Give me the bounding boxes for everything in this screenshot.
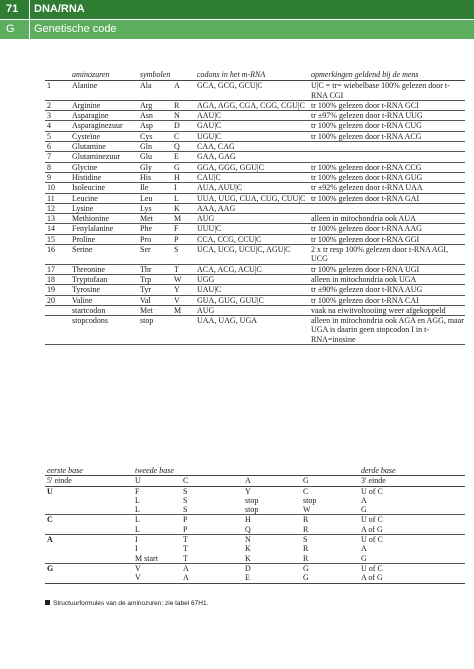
table-cell: M bbox=[174, 305, 182, 315]
column-header: tweede base bbox=[133, 466, 359, 476]
table-cell: Ile bbox=[140, 183, 149, 193]
table-cell: UGG bbox=[197, 274, 215, 284]
table-cell bbox=[172, 316, 195, 345]
table-cell: S bbox=[183, 486, 188, 496]
table-cell: 16 bbox=[47, 245, 55, 255]
column-header bbox=[45, 70, 70, 81]
table-cell: L bbox=[135, 524, 140, 534]
table-row bbox=[45, 193, 465, 203]
table-cell: K bbox=[245, 553, 251, 563]
header-divider bbox=[29, 0, 30, 19]
table-cell: tr ±90% gelezen door t-RNA AUG bbox=[311, 285, 423, 295]
table-cell bbox=[309, 203, 465, 213]
table-cell: R bbox=[303, 544, 309, 554]
table-cell: U of C bbox=[359, 535, 465, 545]
footnote bbox=[45, 600, 208, 607]
table-cell: GAU|C bbox=[197, 121, 222, 131]
table-cell: 9 bbox=[47, 172, 51, 182]
table-cell: Trp bbox=[140, 274, 152, 284]
table-cell: R bbox=[303, 553, 309, 563]
table-row bbox=[45, 295, 465, 305]
table-cell: Glycine bbox=[72, 162, 98, 172]
table-cell: Y bbox=[174, 285, 180, 295]
table-cell: D bbox=[243, 563, 301, 573]
table-cell bbox=[45, 573, 133, 583]
table-cell: C bbox=[303, 486, 309, 496]
table-cell: Serine bbox=[72, 245, 93, 255]
section-letter: G bbox=[6, 23, 15, 35]
table-row bbox=[45, 274, 465, 284]
table-cell: alleen in mitochondria ook AGA en AGG, maar UGA is daarin geen stopcodon I in t-RNA=inosine bbox=[311, 316, 464, 344]
table-cell: Phe bbox=[140, 224, 152, 234]
table-row bbox=[45, 111, 465, 121]
table-cell: stop bbox=[140, 316, 154, 326]
table-cell: V bbox=[174, 295, 180, 305]
table-cell bbox=[45, 496, 133, 505]
table-cell: stop bbox=[245, 505, 259, 515]
table-row bbox=[45, 245, 465, 265]
table-cell: startcodon bbox=[72, 305, 106, 315]
table-cell: A bbox=[45, 535, 133, 545]
table-row bbox=[45, 162, 465, 172]
section-header bbox=[0, 20, 474, 39]
table-cell: CAU|C bbox=[197, 172, 221, 182]
table-cell: P bbox=[183, 524, 188, 534]
chapter-header bbox=[0, 0, 474, 19]
table-cell: R bbox=[303, 524, 309, 534]
section-title: Genetische code bbox=[34, 23, 117, 35]
column-header: symbolen bbox=[140, 70, 171, 79]
table-cell: I bbox=[174, 183, 177, 193]
table-cell: Q bbox=[245, 524, 251, 534]
table-cell: Asparagine bbox=[72, 111, 109, 121]
table-cell: Glutamine bbox=[72, 142, 106, 152]
table-cell: P bbox=[174, 234, 179, 244]
table-cell: stop bbox=[245, 495, 259, 505]
table-row bbox=[45, 486, 465, 496]
table-row bbox=[45, 214, 465, 224]
table-cell: G bbox=[45, 563, 133, 573]
table-cell: Met bbox=[140, 214, 153, 224]
table-cell: Methionine bbox=[72, 214, 109, 224]
table-subheader-row bbox=[45, 476, 465, 486]
table-cell: U of C bbox=[359, 563, 465, 573]
table-cell: G bbox=[301, 573, 359, 583]
table-cell: Tryptofaan bbox=[72, 274, 108, 284]
table-row bbox=[45, 554, 465, 564]
table-cell: 19 bbox=[47, 285, 55, 295]
footnote-text: Structuurformules van de aminozuren: zie tabel 67H1. bbox=[53, 600, 209, 607]
table-row bbox=[45, 203, 465, 213]
column-header: codons in het m-RNA bbox=[195, 70, 309, 81]
table-cell: Arginine bbox=[72, 100, 101, 110]
table-cell: tr 100% gelezen door t-RNA CUG bbox=[311, 121, 422, 131]
table-cell: UAA, UAG, UGA bbox=[197, 316, 257, 326]
table-row bbox=[45, 563, 465, 573]
table-cell: Ser bbox=[140, 245, 151, 255]
table-cell: tr ±92% gelezen door t-RNA UAA bbox=[311, 183, 423, 193]
table-cell bbox=[45, 305, 70, 315]
table-cell: 14 bbox=[47, 224, 55, 234]
table-row bbox=[45, 316, 465, 345]
table-cell: 5 bbox=[47, 131, 51, 141]
table-cell: R bbox=[301, 515, 359, 525]
table-cell: V bbox=[133, 563, 181, 573]
table-cell: S bbox=[174, 245, 179, 255]
table-cell: 7 bbox=[47, 152, 51, 162]
table-cell: U of C bbox=[359, 515, 465, 525]
table-header-row bbox=[45, 70, 465, 81]
table-cell: GUA, GUG, GUU|C bbox=[197, 295, 264, 305]
table-cell: UCA, UCG, UCU|C, AGU|C bbox=[197, 245, 291, 255]
table-cell bbox=[45, 505, 133, 515]
table-cell: tr 100% gelezen door t-RNA GAI bbox=[311, 193, 420, 203]
table-cell: tr 100% gelezen door t-RNA UGI bbox=[311, 264, 420, 274]
table-cell: Asparaginezuur bbox=[72, 121, 123, 131]
table-cell: N bbox=[174, 111, 180, 121]
table-cell: alleen in mitochondria ook AUA bbox=[311, 214, 416, 224]
table-row bbox=[45, 505, 465, 515]
table-cell: Tyr bbox=[140, 285, 151, 295]
table-cell: Val bbox=[140, 295, 151, 305]
table-row bbox=[45, 525, 465, 535]
table-cell: S bbox=[301, 535, 359, 545]
table-cell bbox=[309, 142, 465, 152]
table-cell: stop bbox=[303, 495, 317, 505]
column-header: opmerkingen geldend bij de mens bbox=[309, 70, 465, 81]
table-cell: CAA, CAG bbox=[197, 142, 235, 152]
table-cell: D bbox=[174, 121, 180, 131]
table-cell bbox=[45, 554, 133, 564]
table-cell: UAU|C bbox=[197, 285, 222, 295]
table-row bbox=[45, 183, 465, 193]
table-cell: UUU|C bbox=[197, 224, 222, 234]
table-cell: 2 x tr resp 100% gelezen door t-RNA AGI, UCG bbox=[311, 245, 449, 264]
table-cell: Met bbox=[140, 305, 153, 315]
table-cell: Histidine bbox=[72, 172, 102, 182]
table-cell: His bbox=[140, 172, 152, 182]
table-cell: Ala bbox=[140, 81, 152, 91]
table-row bbox=[45, 305, 465, 315]
table-cell: AUA, AUU|C bbox=[197, 183, 243, 193]
table-cell: T bbox=[174, 264, 179, 274]
table-cell bbox=[309, 152, 465, 162]
table-row bbox=[45, 535, 465, 545]
table-cell: Fenylalanine bbox=[72, 224, 114, 234]
table-cell: 4 bbox=[47, 121, 51, 131]
table-cell: AGA, AGG, CGA, CGG, CGU|C bbox=[197, 100, 305, 110]
table-cell: A bbox=[361, 544, 367, 554]
table-cell: 2 bbox=[47, 100, 51, 110]
table-cell: M bbox=[174, 214, 182, 224]
column-subheader: G bbox=[301, 476, 359, 486]
table-cell: Gln bbox=[140, 142, 152, 152]
table-cell: W bbox=[303, 505, 311, 515]
table-cell: stopcodons bbox=[72, 316, 108, 326]
table-cell: 20 bbox=[47, 295, 55, 305]
table-cell: tr 100% gelezen door t-RNA GCI bbox=[311, 100, 419, 110]
table-cell: L bbox=[135, 505, 140, 515]
table-cell: H bbox=[174, 172, 180, 182]
table-cell: Arg bbox=[140, 100, 153, 110]
table-cell: tr 100% gelezen door t-RNA CCG bbox=[311, 162, 422, 172]
table-cell: 15 bbox=[47, 234, 55, 244]
table-cell: E bbox=[174, 152, 179, 162]
table-cell: C bbox=[45, 515, 133, 525]
table-cell: 3 bbox=[47, 111, 51, 121]
table-cell: Isoleucine bbox=[72, 183, 105, 193]
table-cell: U bbox=[47, 486, 53, 496]
column-header: aminozuren bbox=[70, 70, 138, 81]
table-cell: 1 bbox=[47, 81, 51, 91]
table-cell: Lys bbox=[140, 203, 152, 213]
table-cell: N bbox=[243, 535, 301, 545]
table-cell: A bbox=[181, 573, 243, 583]
table-cell: Asn bbox=[140, 111, 153, 121]
table-cell: I bbox=[135, 544, 138, 554]
table-cell: C bbox=[174, 131, 180, 141]
column-subheader: A bbox=[243, 476, 301, 486]
table-cell: Q bbox=[174, 142, 180, 152]
table-cell bbox=[45, 544, 133, 553]
table-cell: T bbox=[183, 544, 188, 554]
table-cell: M start bbox=[135, 553, 158, 563]
table-row bbox=[45, 142, 465, 152]
table-cell: A of G bbox=[361, 524, 383, 534]
table-cell: Cysteïne bbox=[72, 131, 100, 141]
table-cell: UGU|C bbox=[197, 131, 222, 141]
table-row bbox=[45, 100, 465, 110]
table-cell: Glu bbox=[140, 152, 152, 162]
table-cell: K bbox=[245, 544, 251, 554]
table-cell: tr 100% gelezen door t-RNA ACG bbox=[311, 131, 422, 141]
table-cell: I bbox=[133, 535, 181, 545]
header-divider bbox=[29, 20, 30, 39]
square-bullet-icon bbox=[45, 600, 50, 605]
table-cell: 18 bbox=[47, 274, 55, 284]
table-row bbox=[45, 496, 465, 505]
table-cell: tr ±97% gelezen door t-RNA UUG bbox=[311, 111, 423, 121]
table-row bbox=[45, 264, 465, 274]
column-subheader: U bbox=[133, 476, 181, 486]
table-cell: G bbox=[361, 505, 367, 515]
table-cell: 12 bbox=[47, 203, 55, 213]
table-cell: 8 bbox=[47, 162, 51, 172]
table-cell: AUG bbox=[197, 305, 215, 315]
table-header-row bbox=[45, 466, 465, 476]
table-cell: S bbox=[183, 505, 188, 515]
table-cell: U of C bbox=[361, 486, 383, 496]
table-cell: S bbox=[183, 495, 188, 505]
table-row bbox=[45, 121, 465, 131]
table-row bbox=[45, 81, 465, 101]
table-cell: CCA, CCG, CCU|C bbox=[197, 234, 262, 244]
table-cell: A bbox=[361, 495, 367, 505]
table-cell: Alanine bbox=[72, 81, 98, 91]
table-cell: Pro bbox=[140, 234, 152, 244]
table-cell: G bbox=[361, 553, 367, 563]
table-cell: Thr bbox=[140, 264, 152, 274]
table-cell: G bbox=[174, 162, 180, 172]
amino-acid-table bbox=[45, 70, 465, 345]
table-cell: AAA, AAG bbox=[197, 203, 236, 213]
table-cell: L bbox=[174, 193, 179, 203]
table-cell: vaak na eiwitvoltooiing weer afgekoppeld bbox=[311, 305, 446, 315]
table-cell: V bbox=[133, 573, 181, 583]
table-cell: A of G bbox=[359, 573, 465, 583]
table-cell: tr 100% gelezen door t-RNA AAG bbox=[311, 224, 422, 234]
table-cell: GGA, GGG, GGU|C bbox=[197, 162, 264, 172]
table-row bbox=[45, 515, 465, 525]
table-cell: G bbox=[301, 563, 359, 573]
table-cell: A bbox=[174, 81, 180, 91]
table-cell: F bbox=[174, 224, 179, 234]
table-cell: L bbox=[135, 495, 140, 505]
table-row bbox=[45, 234, 465, 244]
table-cell: 11 bbox=[47, 193, 55, 203]
table-cell: A bbox=[181, 563, 243, 573]
table-cell bbox=[45, 316, 70, 345]
table-cell: Threonine bbox=[72, 264, 105, 274]
table-cell: L bbox=[133, 515, 181, 525]
table-cell: alleen in mitochondria ook UGA bbox=[311, 274, 417, 284]
table-cell: Gly bbox=[140, 162, 152, 172]
table-cell: Proline bbox=[72, 234, 96, 244]
table-row bbox=[45, 544, 465, 553]
table-cell: E bbox=[243, 573, 301, 583]
table-row bbox=[45, 573, 465, 583]
table-cell: GCA, GCG, GCU|C bbox=[197, 81, 263, 91]
table-row bbox=[45, 172, 465, 182]
table-cell: K bbox=[174, 203, 180, 213]
table-row bbox=[45, 285, 465, 295]
table-cell: ACA, ACG, ACU|C bbox=[197, 264, 262, 274]
table-row bbox=[45, 224, 465, 234]
table-cell: 10 bbox=[47, 183, 55, 193]
column-header: eerste base bbox=[45, 466, 133, 476]
table-cell: F bbox=[135, 486, 140, 496]
table-cell: 6 bbox=[47, 142, 51, 152]
table-cell: Cys bbox=[140, 131, 153, 141]
table-row bbox=[45, 131, 465, 141]
table-cell: 17 bbox=[47, 264, 55, 274]
table-cell: tr 100% gelezen door t-RNA GGI bbox=[311, 234, 420, 244]
table-cell: AUG bbox=[197, 214, 215, 224]
table-cell: Valine bbox=[72, 295, 93, 305]
table-cell: tr 100% gelezen door t-RNA CAI bbox=[311, 295, 419, 305]
column-header: derde base bbox=[359, 466, 465, 476]
table-cell: P bbox=[181, 515, 243, 525]
chapter-title: DNA/RNA bbox=[34, 3, 85, 15]
table-cell: T bbox=[183, 553, 188, 563]
table-cell: UUA, UUG, CUA, CUG, CUU|C bbox=[197, 193, 306, 203]
chapter-number: 71 bbox=[6, 3, 19, 15]
table-cell: W bbox=[174, 274, 182, 284]
table-cell: Y bbox=[245, 486, 251, 496]
table-row bbox=[45, 152, 465, 162]
table-cell: R bbox=[174, 100, 180, 110]
table-cell: U|C = tr= wiebelbase 100% gelezen door t-RNA CGI bbox=[311, 81, 450, 100]
table-cell: AAU|C bbox=[197, 111, 222, 121]
table-cell: T bbox=[181, 535, 243, 545]
table-cell: GAA, GAG bbox=[197, 152, 236, 162]
table-cell: Leucine bbox=[72, 193, 98, 203]
column-subheader: 5' einde bbox=[45, 476, 133, 486]
table-cell: tr 100% gelezen door t-RNA GUG bbox=[311, 172, 423, 182]
table-cell: 13 bbox=[47, 214, 55, 224]
table-cell: Lysine bbox=[72, 203, 94, 213]
table-cell bbox=[45, 525, 133, 535]
table-cell: Tyrosine bbox=[72, 285, 100, 295]
genetic-code-table bbox=[45, 466, 465, 584]
table-cell: Glutaminezuur bbox=[72, 152, 120, 162]
column-subheader: 3' einde bbox=[359, 476, 465, 486]
table-cell: Asp bbox=[140, 121, 153, 131]
column-subheader: C bbox=[181, 476, 243, 486]
table-cell: H bbox=[243, 515, 301, 525]
table-cell: Leu bbox=[140, 193, 153, 203]
column-header bbox=[172, 70, 195, 81]
